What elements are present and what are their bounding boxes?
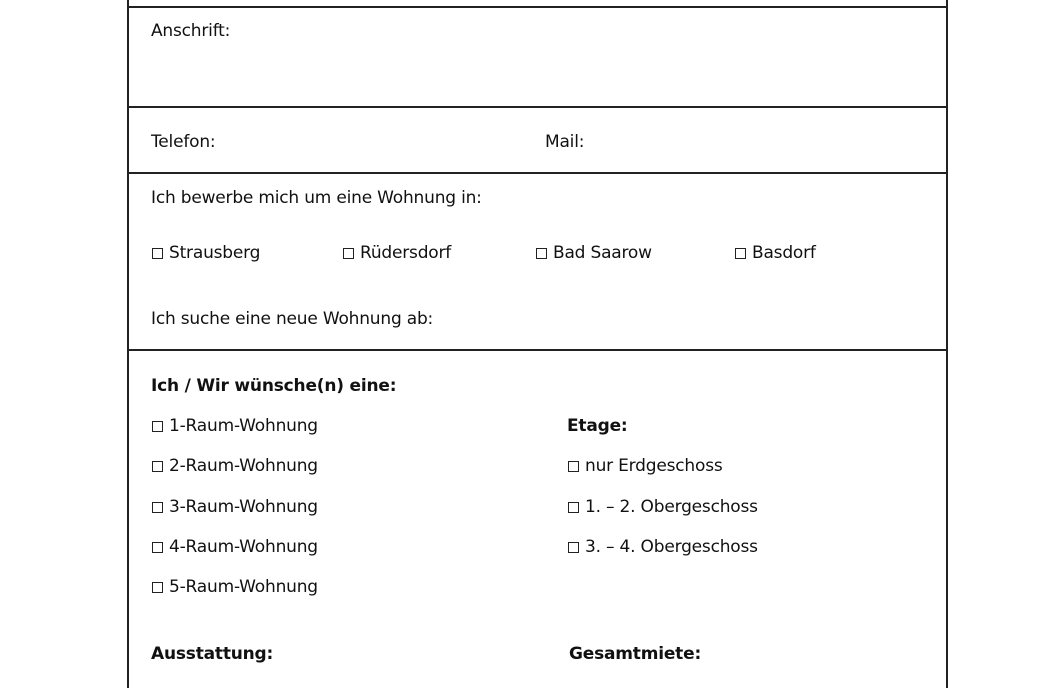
option-label: Strausberg <box>169 243 261 263</box>
floor-option-3-4[interactable] <box>568 537 758 557</box>
option-label: Bad Saarow <box>553 243 652 263</box>
room-option-3[interactable] <box>152 497 318 517</box>
address-field[interactable] <box>151 44 931 104</box>
option-label: 2-Raum-Wohnung <box>169 456 318 476</box>
floor-heading: Etage: <box>567 416 628 436</box>
checkbox-icon[interactable] <box>152 582 163 593</box>
room-option-1[interactable] <box>152 416 318 436</box>
row-divider <box>129 106 946 108</box>
row-divider <box>129 6 946 8</box>
mail-field[interactable] <box>595 128 925 156</box>
room-option-5[interactable] <box>152 577 318 597</box>
checkbox-icon[interactable] <box>735 248 746 259</box>
option-label: 5-Raum-Wohnung <box>169 577 318 597</box>
option-label: 3-Raum-Wohnung <box>169 497 318 517</box>
move-date-field[interactable] <box>440 305 920 333</box>
option-label: 1. – 2. Obergeschoss <box>585 497 758 517</box>
checkbox-icon[interactable] <box>568 461 579 472</box>
phone-field[interactable] <box>225 128 525 156</box>
equipment-heading: Ausstattung: <box>151 644 274 664</box>
option-label: 1-Raum-Wohnung <box>169 416 318 436</box>
location-option-ruedersdorf[interactable] <box>343 243 451 263</box>
address-label: Anschrift: <box>151 21 231 41</box>
location-option-strausberg[interactable] <box>152 243 260 263</box>
option-label: 3. – 4. Obergeschoss <box>585 537 758 557</box>
move-date-label: Ich suche eine neue Wohnung ab: <box>151 309 434 329</box>
checkbox-icon[interactable] <box>152 421 163 432</box>
checkbox-icon[interactable] <box>152 502 163 513</box>
row-divider <box>129 172 946 174</box>
row-divider <box>129 349 946 351</box>
location-prompt: Ich bewerbe mich um eine Wohnung in: <box>151 188 482 208</box>
room-option-2[interactable] <box>152 456 318 476</box>
option-label: Basdorf <box>752 243 816 263</box>
checkbox-icon[interactable] <box>152 542 163 553</box>
wish-heading: Ich / Wir wünsche(n) eine: <box>151 376 397 396</box>
location-option-bad-saarow[interactable] <box>536 243 652 263</box>
option-label: 4-Raum-Wohnung <box>169 537 318 557</box>
option-label: Rüdersdorf <box>360 243 452 263</box>
checkbox-icon[interactable] <box>568 502 579 513</box>
option-label: nur Erdgeschoss <box>585 456 723 476</box>
phone-label: Telefon: <box>151 132 216 152</box>
checkbox-icon[interactable] <box>568 542 579 553</box>
checkbox-icon[interactable] <box>152 248 163 259</box>
location-option-basdorf[interactable] <box>735 243 816 263</box>
room-option-4[interactable] <box>152 537 318 557</box>
checkbox-icon[interactable] <box>536 248 547 259</box>
rent-heading: Gesamtmiete: <box>569 644 702 664</box>
checkbox-icon[interactable] <box>343 248 354 259</box>
checkbox-icon[interactable] <box>152 461 163 472</box>
mail-label: Mail: <box>545 132 585 152</box>
floor-option-1-2[interactable] <box>568 497 758 517</box>
floor-option-ground[interactable] <box>568 456 723 476</box>
